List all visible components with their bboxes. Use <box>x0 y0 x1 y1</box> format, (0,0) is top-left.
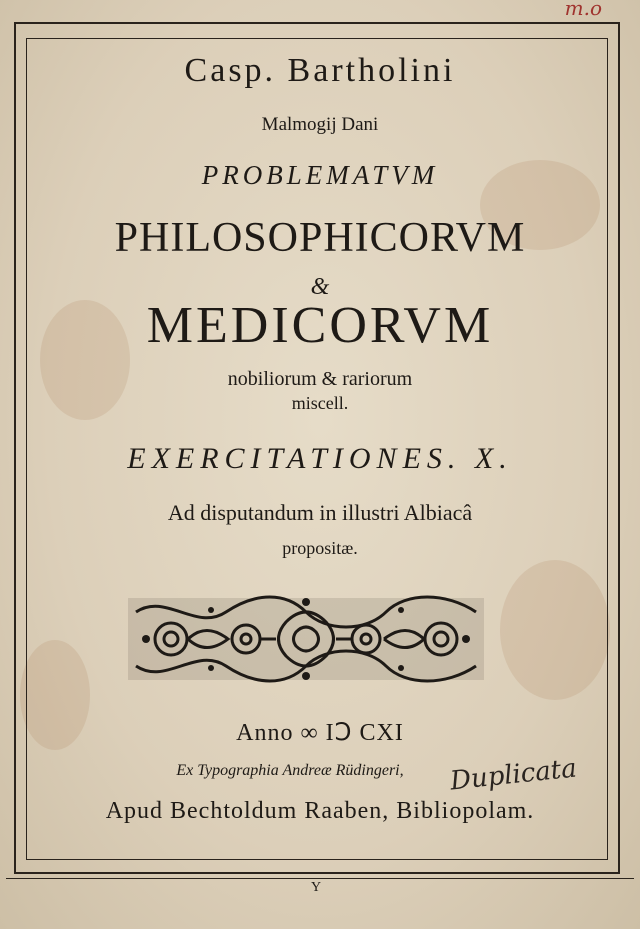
printers-ornament <box>126 592 486 686</box>
exercitationes-heading: EXERCITATIONES. X. <box>127 442 513 475</box>
signature-mark: Y <box>310 880 322 895</box>
purpose-line-2: propositæ. <box>282 538 358 558</box>
subtitle-line-2: miscell. <box>291 393 349 413</box>
author-origin: Malmogij Dani <box>261 114 379 135</box>
manuscript-shelfmark: m.o <box>564 0 602 20</box>
handwritten-annotation: Duplicata <box>448 753 579 797</box>
title-ampersand: & <box>310 274 330 300</box>
title-line-2: PHILOSOPHICORVM <box>114 215 526 261</box>
author-name: Casp. Bartholini <box>184 52 456 89</box>
title-line-3: MEDICORVM <box>146 297 494 354</box>
subtitle-line-1: nobiliorum & rariorum <box>227 368 413 390</box>
imprint-publisher: Apud Bechtoldum Raaben, Bibliopolam. <box>105 798 535 824</box>
title-line-1: PROBLEMATVM <box>201 160 439 190</box>
footer-rule <box>6 878 634 879</box>
purpose-line-1: Ad disputandum in illustri Albiacâ <box>167 500 473 525</box>
imprint-year: Anno ∞ IↃ CXI <box>236 720 404 746</box>
imprint-printer: Ex Typographia Andreæ Rüdingeri, <box>176 762 404 779</box>
